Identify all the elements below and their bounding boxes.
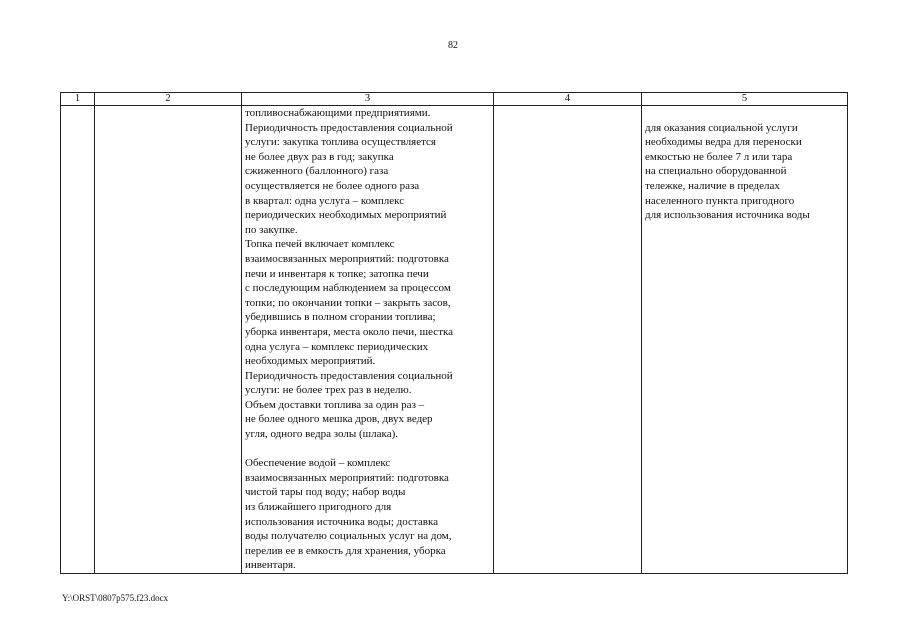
- col5-line: тележке, наличие в пределах: [645, 179, 780, 192]
- col5-spacer: [645, 106, 844, 121]
- col3-line: необходимых мероприятий.: [245, 355, 376, 368]
- cell-col-5: [642, 106, 848, 574]
- table-row: [61, 106, 848, 574]
- col3-line: не более одного мешка дров, двух ведер: [245, 413, 433, 426]
- header-col-2: 2: [95, 93, 242, 106]
- col5-text: [642, 106, 847, 223]
- col5-line: для оказания социальной услуги: [645, 121, 798, 134]
- col3-line: по закупке.: [245, 223, 298, 236]
- col3-line: убедившись в полном сгорании топлива;: [245, 311, 436, 324]
- col3-line: с последующим наблюдением за процессом: [245, 282, 451, 295]
- services-table: [60, 92, 848, 574]
- col3-line: Периодичность предоставления социальной: [245, 121, 453, 134]
- cell-col-3: [242, 106, 494, 574]
- col3-line: уборка инвентаря, места около печи, шестка: [245, 325, 454, 338]
- col3-line: использования источника воды; доставка: [245, 515, 438, 528]
- col5-line: населенного пункта пригодного: [645, 194, 795, 207]
- col3-line: не более двух раз в год; закупка: [245, 150, 394, 163]
- col3-line: Обеспечение водой – комплекс: [245, 457, 391, 470]
- col5-line: необходимы ведра для переноски: [645, 136, 802, 149]
- col3-text: [242, 106, 493, 573]
- cell-col-1: [61, 106, 95, 574]
- col3-line: топки; по окончании топки – закрыть засов,: [245, 296, 451, 309]
- col3-line: инвентаря.: [245, 559, 296, 572]
- col3-line: взаимосвязанных мероприятий: подготовка: [245, 471, 449, 484]
- header-col-1: 1: [61, 93, 95, 106]
- col3-line: из ближайшего пригодного для: [245, 501, 392, 514]
- col3-line: печи и инвентаря к топке; затопка печи: [245, 267, 429, 280]
- col3-line: взаимосвязанных мероприятий: подготовка: [245, 252, 449, 265]
- header-col-4: 4: [494, 93, 642, 106]
- col3-line: топливоснабжающими предприятиями.: [245, 107, 431, 119]
- paragraph-gap: [245, 442, 490, 457]
- footer-file-path: Y:\ORST\0807p575.f23.docx: [62, 593, 169, 603]
- col3-line: услуги: закупка топлива осуществляется: [245, 136, 436, 149]
- header-col-3: 3: [242, 93, 494, 106]
- col3-line: Топка печей включает комплекс: [245, 238, 395, 251]
- col3-line: перелив ее в емкость для хранения, уборка: [245, 544, 446, 557]
- col3-line: одна услуга – комплекс периодических: [245, 340, 429, 353]
- col3-line: Периодичность предоставления социальной: [245, 369, 453, 382]
- col3-line: осуществляется не более одного раза: [245, 179, 420, 192]
- col3-line: в квартал: одна услуга – комплекс: [245, 194, 405, 207]
- cell-col-2: [95, 106, 242, 574]
- col5-line: емкостью не более 7 л или тара: [645, 150, 793, 163]
- col3-line: сжиженного (баллонного) газа: [245, 165, 389, 178]
- col3-line: Объем доставки топлива за один раз –: [245, 398, 425, 411]
- col3-line: воды получателю социальных услуг на дом,: [245, 530, 452, 543]
- col3-line: угля, одного ведра золы (шлака).: [245, 428, 398, 441]
- header-col-5: 5: [642, 93, 848, 106]
- cell-col-4: [494, 106, 642, 574]
- header-row: [61, 93, 848, 106]
- col3-line: периодических необходимых мероприятий: [245, 209, 447, 222]
- page-number: 82: [448, 40, 458, 51]
- col5-line: для использования источника воды: [645, 209, 810, 222]
- col5-line: на специально оборудованной: [645, 165, 787, 178]
- col3-line: услуги: не более трех раз в неделю.: [245, 384, 412, 397]
- col3-line: чистой тары под воду; набор воды: [245, 486, 406, 499]
